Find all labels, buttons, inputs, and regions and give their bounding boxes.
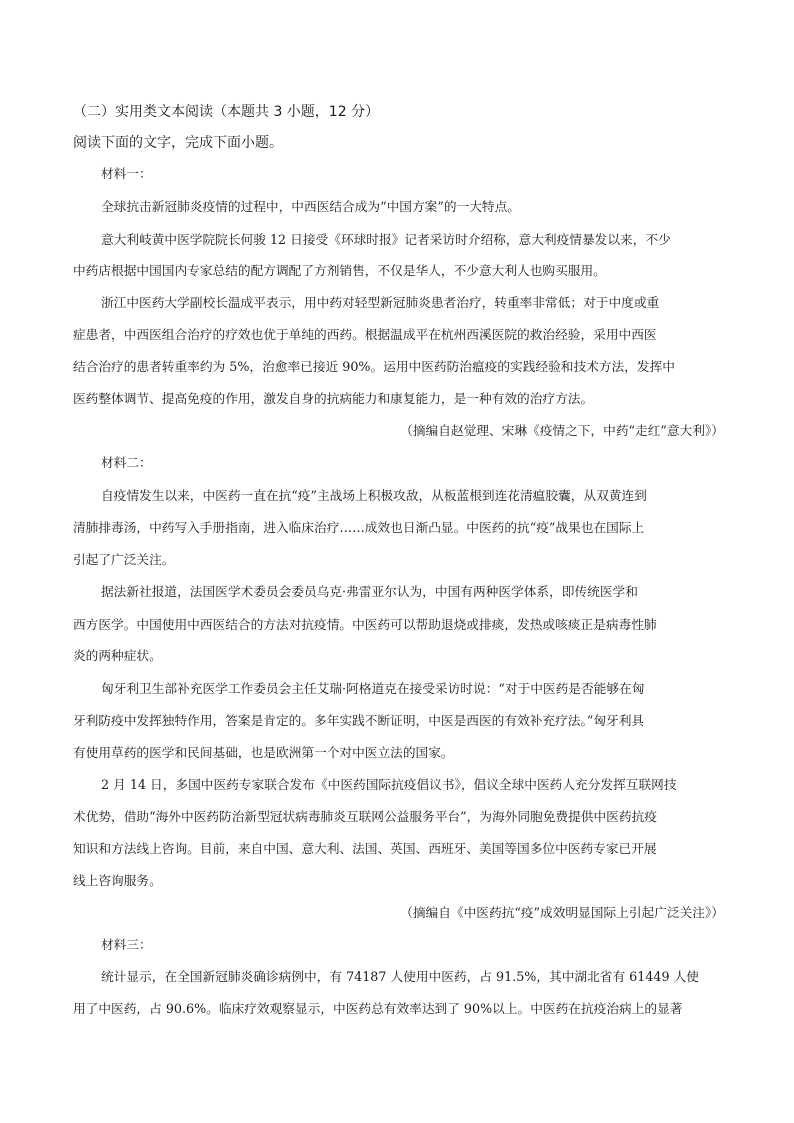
material2-line: 西方医学。中国使用中西医结合的方法对抗疫情。中医药可以帮助退烧或排痰，发热或咳痰正是病毒性肺 (73, 617, 657, 632)
material2-source: （摘编自《中医药抗“疫”成效明显国际上引起广泛关注》） (400, 905, 724, 920)
material1-label: 材料一： (101, 166, 152, 181)
material2-line: 2 月 14 日，多国中医药专家联合发布《中医药国际抗疫倡议书》，倡议全球中医药人充分发挥互联网技 (101, 777, 677, 792)
material2-line: 引起了广泛关注。 (73, 552, 175, 567)
material1-line: 中药店根据中国国内专家总结的配方调配了方剂销售，不仅是华人，不少意大利人也购买服用。 (73, 263, 606, 278)
material2-line: 知识和方法线上咨询。目前，来自中国、意大利、法国、英国、西班牙、美国等国多位中医药专家已开展 (73, 841, 657, 856)
material1-line: 症患者，中西医组合治疗的疗效也优于单纯的西药。根据温成平在杭州西溪医院的救治经验，采用中西医 (73, 327, 657, 342)
material2-line: 炎的两种症状。 (73, 648, 162, 663)
material1-line: 意大利岐黄中医学院院长何骏 12 日接受《环球时报》记者采访时介绍称，意大利疫情暴发以来，不少 (101, 232, 671, 247)
material2-line: 清肺排毒汤，中药写入手册指南，进入临床治疗……成效也日渐凸显。中医药的抗“疫”战果也在国际上 (73, 520, 645, 535)
material3-line: 统计显示，在全国新冠肺炎确诊病例中，有 74187 人使用中医药，占 91.5%，其中湖北省有 61449 人使 (101, 969, 699, 984)
material1-line: 全球抗击新冠肺炎疫情的过程中，中西医结合成为“中国方案”的一大特点。 (101, 199, 520, 214)
material3-label: 材料三： (101, 937, 152, 952)
material2-line: 自疫情发生以来，中医药一直在抗“疫”主战场上积极攻敌，从板蓝根到连花清瘟胶囊，从双黄连到 (101, 488, 647, 503)
material1-line: 浙江中医药大学副校长温成平表示，用中药对轻型新冠肺炎患者治疗，转重率非常低；对于中度或重 (101, 295, 660, 310)
material2-line: 术优势，借助“海外中医药防治新型冠状病毒肺炎互联网公益服务平台”，为海外同胞免费提供中医药抗疫 (73, 809, 657, 824)
reading-instruction: 阅读下面的文字，完成下面小题。 (73, 135, 283, 151)
material1-line: 结合治疗的患者转重率约为 5%，治愈率已接近 90%。运用中医药防治瘟疫的实践经验和技术方法，发挥中 (73, 359, 675, 374)
material3-line: 用了中医药，占 90.6%。临床疗效观察显示，中医药总有效率达到了 90%以上。中医药在抗疫治病上的显著 (73, 1001, 683, 1016)
material1-line: 医药整体调节、提高免疫的作用，激发自身的抗病能力和康复能力，是一种有效的治疗方法。 (73, 391, 594, 406)
material2-line: 据法新社报道，法国医学术委员会委员乌克·弗雷亚尔认为，中国有两种医学体系，即传统医学和 (101, 584, 638, 599)
material1-source: （摘编自赵觉理、宋琳《疫情之下，中药“走红”意大利》） (400, 423, 724, 438)
material2-label: 材料二： (101, 455, 152, 470)
material2-line: 牙利防疫中发挥独特作用，答案是肯定的。多年实践不断证明，中医是西医的有效补充疗法。”匈牙利具 (73, 713, 645, 728)
material2-line: 匈牙利卫生部补充医学工作委员会主任艾瑞·阿格道克在接受采访时说：“对于中医药是否能够在匈 (101, 681, 645, 696)
material2-line: 线上咨询服务。 (73, 873, 162, 888)
section-heading: （二）实用类文本阅读（本题共 3 小题，12 分） (73, 104, 380, 120)
material2-line: 有使用草药的医学和民间基础，也是欧洲第一个对中医立法的国家。 (73, 745, 454, 760)
